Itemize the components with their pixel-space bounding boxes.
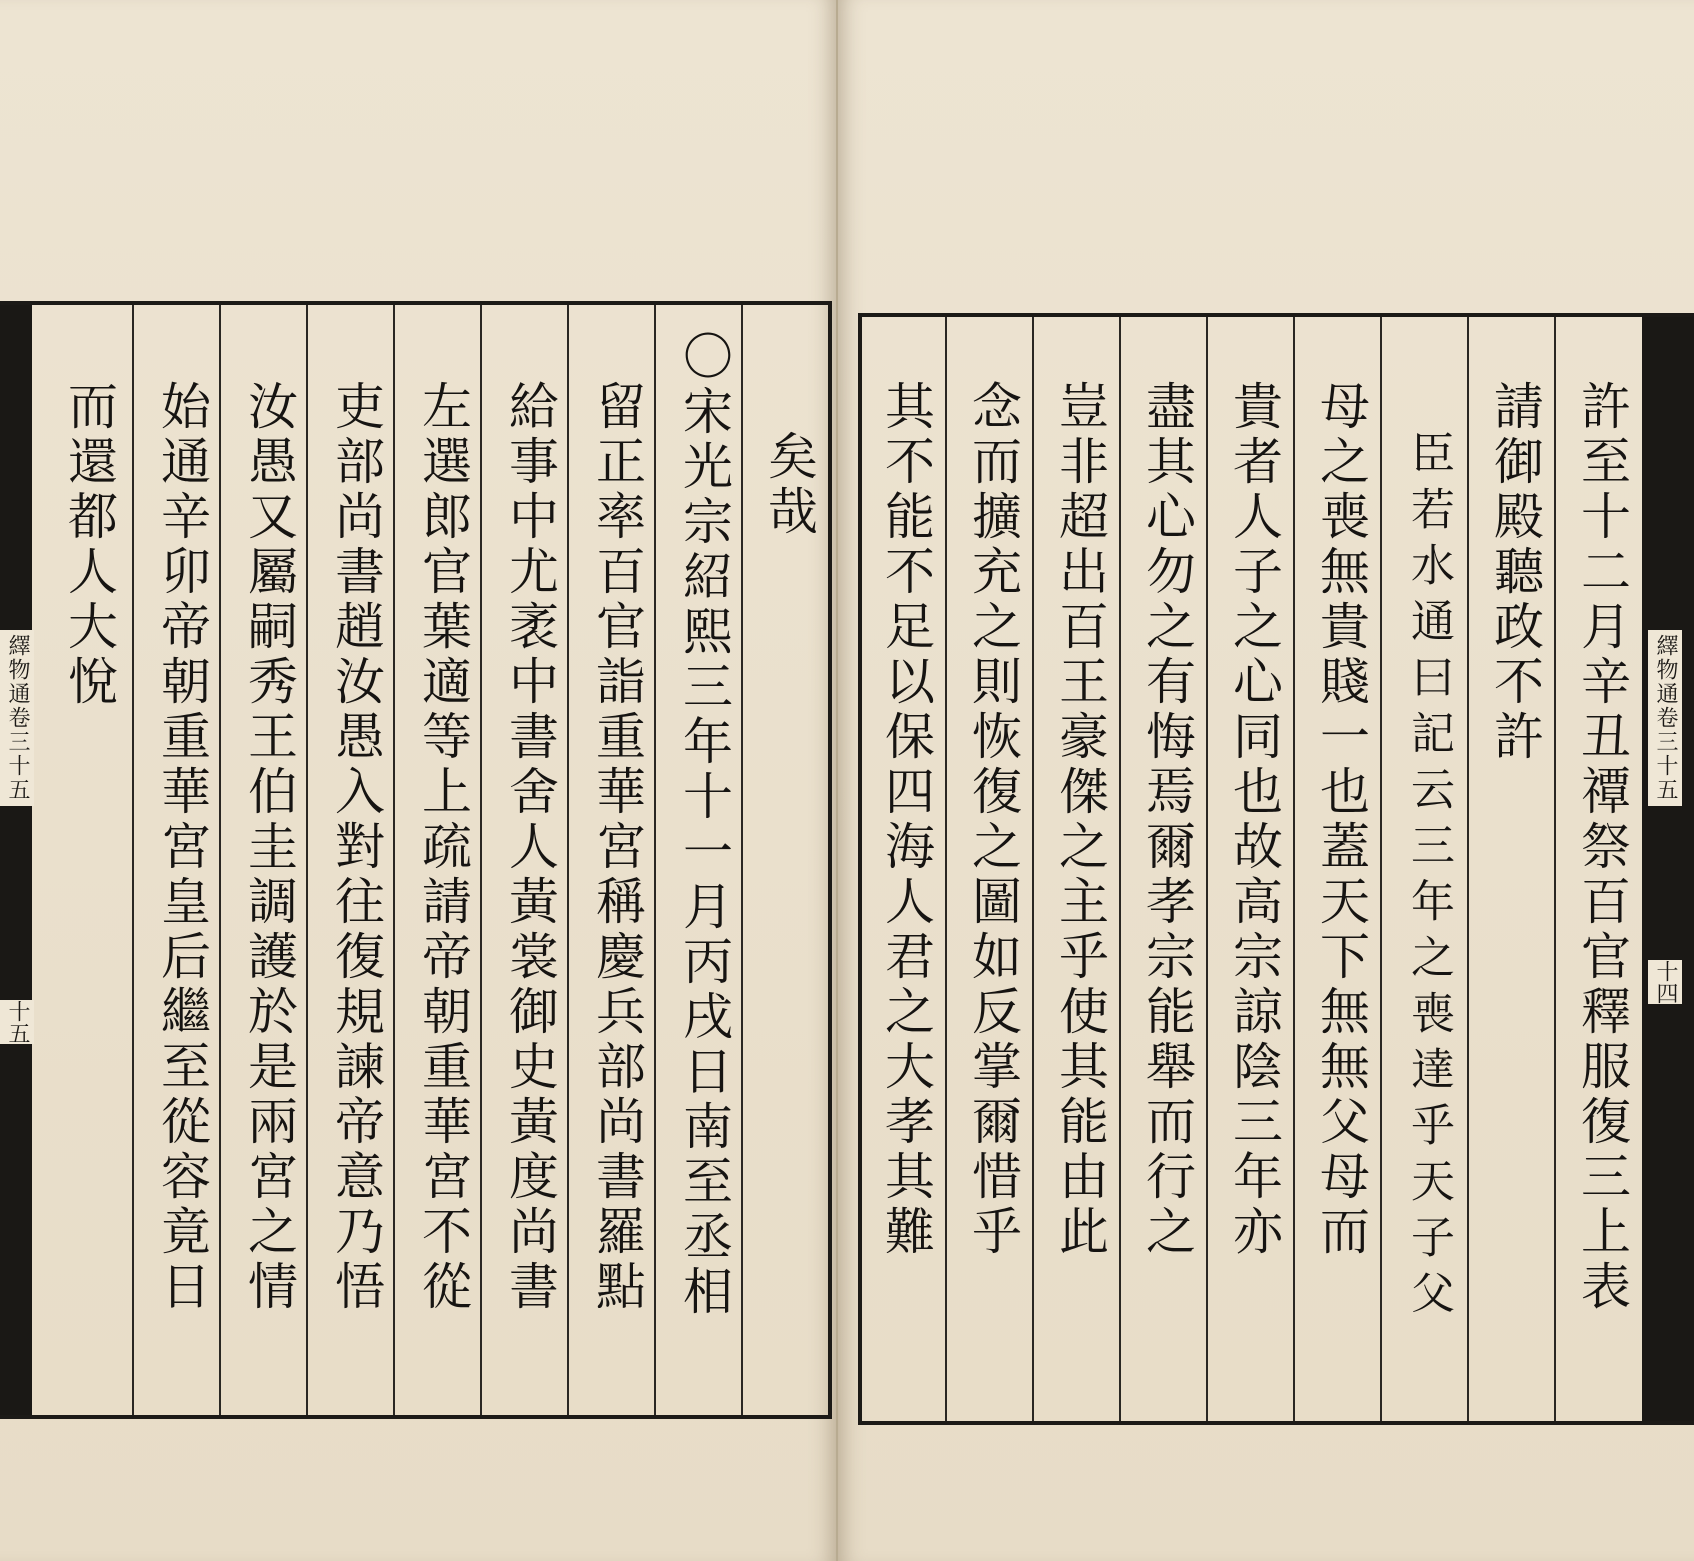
left-margin-ink xyxy=(0,305,32,1415)
right-col-3: 臣若水通曰記云三年之喪達乎天子父 xyxy=(1403,430,1454,1326)
right-rule-1 xyxy=(945,317,947,1421)
left-col-5: 左選郎官葉適等上疏請帝朝重華宮不從 xyxy=(414,380,472,1315)
left-rule-1 xyxy=(132,305,134,1415)
right-col-6: 盡其心勿之有悔焉爾孝宗能舉而行之 xyxy=(1138,380,1196,1260)
right-rule-4 xyxy=(1206,317,1208,1421)
right-rule-5 xyxy=(1293,317,1295,1421)
right-page-number: 十四 xyxy=(1648,960,1682,1004)
left-page-number: 十五 xyxy=(0,1000,34,1044)
right-col-7: 豈非超出百王豪傑之主乎使其能由此 xyxy=(1051,380,1109,1260)
left-col-8: 始通辛卯帝朝重華宮皇后繼至從容竟日 xyxy=(153,380,211,1315)
left-col-6: 吏部尚書趙汝愚入對往復規諫帝意乃悟 xyxy=(327,380,385,1315)
right-margin-ink xyxy=(1642,317,1694,1421)
right-col-1: 許至十二月辛丑禫祭百官釋服復三上表 xyxy=(1573,380,1631,1315)
right-rule-6 xyxy=(1380,317,1382,1421)
left-col-4: 給事中尤袤中書舍人黃裳御史黃度尚書 xyxy=(501,380,559,1315)
left-col-3: 留正率百官詣重華宮稱慶兵部尚書羅點 xyxy=(588,380,646,1315)
right-col-2: 請御殿聽政不許 xyxy=(1486,380,1544,765)
left-col-1: 矣哉 xyxy=(760,430,818,540)
left-col-7: 汝愚又屬嗣秀王伯圭調護於是兩宮之情 xyxy=(240,380,298,1315)
left-margin-title: 繹物通卷三十五 xyxy=(0,630,34,806)
right-col-9: 其不能不足以保四海人君之大孝其難 xyxy=(877,380,935,1260)
right-rule-3 xyxy=(1119,317,1121,1421)
left-col-9: 而還都人大悅 xyxy=(60,380,118,710)
right-margin-title: 繹物通卷三十五 xyxy=(1648,630,1682,806)
left-col-2: 〇宋光宗紹熙三年十一月丙戌日南至丞相 xyxy=(675,330,733,1320)
right-col-5: 貴者人子之心同也故高宗諒陰三年亦 xyxy=(1225,380,1283,1260)
right-rule-8 xyxy=(1554,317,1556,1421)
right-rule-2 xyxy=(1032,317,1034,1421)
right-col-8: 念而擴充之則恢復之圖如反掌爾惜乎 xyxy=(964,380,1022,1260)
right-col-4: 母之喪無貴賤一也蓋天下無無父母而 xyxy=(1312,380,1370,1260)
right-rule-7 xyxy=(1467,317,1469,1421)
